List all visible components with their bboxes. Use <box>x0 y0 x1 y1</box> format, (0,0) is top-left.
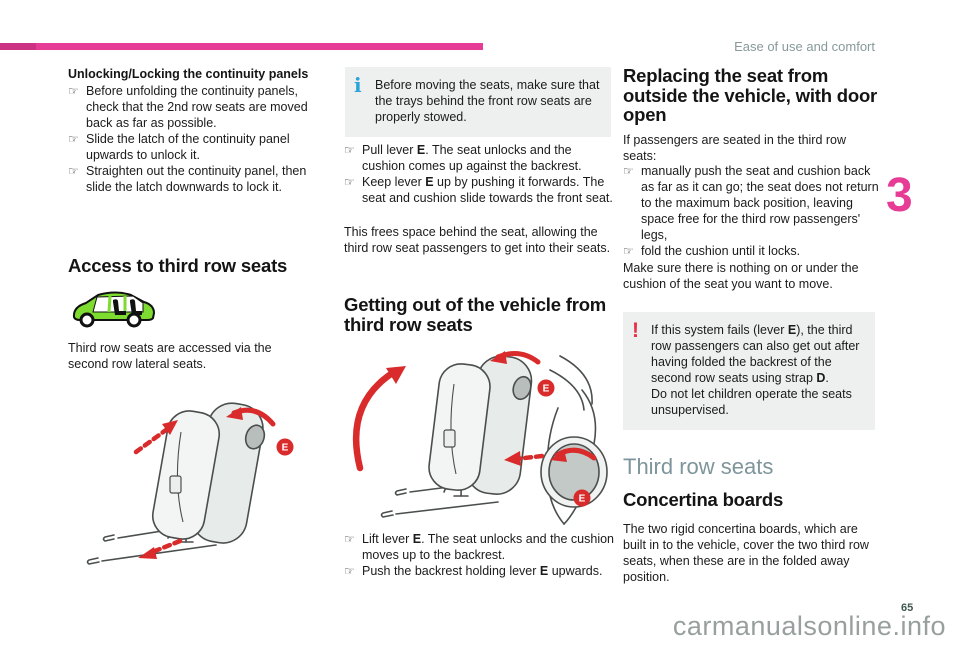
instruction-item <box>68 83 310 131</box>
svg-text:E: E <box>542 383 550 395</box>
instruction-text: Pull lever E. The seat unlocks and the cushion comes up against the backrest. <box>362 143 582 173</box>
info-icon: i <box>354 73 362 97</box>
warning-box <box>623 312 875 430</box>
pointer-hand-icon: ☞ <box>344 564 355 578</box>
watermark: carmanualsonline.info <box>672 611 946 641</box>
seat-exit-illustration <box>338 346 612 531</box>
instruction-item <box>344 142 614 174</box>
folded-seat <box>149 399 267 546</box>
section-unlocking-locking <box>68 66 310 195</box>
instruction-text: Push the backrest holding lever E upwards. <box>362 564 603 578</box>
section-subtitle: Unlocking/Locking the continuity panels <box>68 67 309 81</box>
pointer-hand-icon: ☞ <box>68 164 79 178</box>
instruction-item <box>344 174 614 206</box>
right-intro: If passengers are seated in the third row seats: <box>623 133 847 163</box>
instruction-item <box>623 243 881 259</box>
lever-e-badge <box>277 439 294 456</box>
rear-wheel <box>128 314 140 326</box>
warning-icon: ! <box>632 319 639 342</box>
instruction-text: Keep lever E up by pushing it forwards. The seat and cushion slide towards the front seat. <box>362 175 613 205</box>
front-wheel <box>81 314 93 326</box>
mid-instructions-top <box>344 142 614 206</box>
subsection-title-concertina-boards: Concertina boards <box>623 489 784 510</box>
instruction-item <box>344 531 616 563</box>
pointer-hand-icon: ☞ <box>344 532 355 546</box>
instruction-item <box>623 163 881 243</box>
pointer-hand-icon: ☞ <box>68 132 79 146</box>
folded-seat <box>427 353 535 497</box>
pointer-hand-icon: ☞ <box>623 244 634 258</box>
right-paragraph: Make sure there is nothing on or under the cushion of the seat you want to move. <box>623 261 859 291</box>
lever-e-badge <box>538 380 555 397</box>
right-instructions <box>623 163 881 259</box>
subsection-title-third-row-seats: Third row seats <box>623 454 774 479</box>
svg-text:E: E <box>281 442 289 454</box>
instruction-item <box>344 563 616 579</box>
pointer-hand-icon: ☞ <box>344 175 355 189</box>
mid-paragraph: This frees space behind the seat, allowing the third row seat passengers to get into their seats. <box>344 225 611 255</box>
warning-line: If this system fails (lever E), the third row passengers can also get out after having folded the backrest of the second row seats using strap D. <box>651 323 860 385</box>
chapter-number: 3 <box>886 169 913 222</box>
pointer-hand-icon: ☞ <box>623 164 634 178</box>
lever-e-badge <box>574 490 591 507</box>
instruction-item <box>68 131 310 163</box>
access-paragraph: Third row seats are accessed via the second row lateral seats. <box>68 341 272 371</box>
running-header: Ease of use and comfort <box>734 39 875 54</box>
instruction-item <box>68 163 310 195</box>
instruction-text: Straighten out the continuity panel, then slide the latch downwards to lock it. <box>86 164 307 194</box>
mid-instructions-bottom <box>344 531 616 579</box>
instruction-text: Slide the latch of the continuity panel upwards to unlock it. <box>86 132 290 162</box>
instruction-text: Before unfolding the continuity panels, check that the 2nd row seats are moved back as far as possible. <box>86 84 308 130</box>
instruction-text: manually push the seat and cushion back as far as it can go; the seat does not return to the maximum back position, leaving space free for the third row passengers' legs, <box>641 164 879 242</box>
instruction-text: Lift lever E. The seat unlocks and the cushion moves up to the backrest. <box>362 532 615 562</box>
svg-text:E: E <box>578 493 586 505</box>
instruction-text: fold the cushion until it locks. <box>641 244 801 258</box>
pointer-hand-icon: ☞ <box>344 143 355 157</box>
section-title-replacing-seat: Replacing the seat from outside the vehicle, with door open <box>623 65 878 125</box>
pointer-hand-icon: ☞ <box>68 84 79 98</box>
right-paragraph-2: The two rigid concertina boards, which are built in to the vehicle, cover the two third row seats, when these are in the folded away position. <box>623 522 869 584</box>
seat-access-illustration <box>84 390 299 582</box>
section-title-getting-out: Getting out of the vehicle from third row seats <box>344 294 607 335</box>
warning-line: Do not let children operate the seats unsupervised. <box>651 387 852 417</box>
warning-text <box>651 322 865 418</box>
page-number: 65 <box>901 602 914 614</box>
big-curved-arrow-icon <box>356 372 394 468</box>
info-text: Before moving the seats, make sure that the trays behind the front row seats are properly stowed. <box>375 78 600 124</box>
section-title-access-third-row: Access to third row seats <box>68 255 288 276</box>
minivan-seats-icon <box>70 289 158 333</box>
dashed-arrow-up-icon <box>136 430 166 452</box>
info-box <box>345 67 611 137</box>
